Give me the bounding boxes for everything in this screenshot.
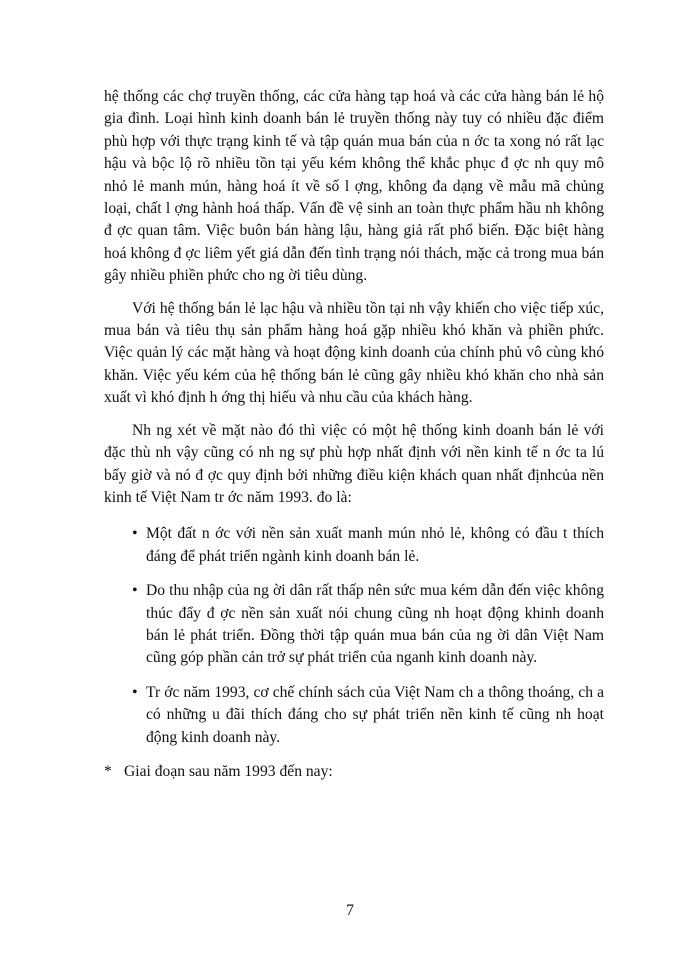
paragraph-1: hệ thống các chợ truyền thống, các cửa hàng tạp hoá và các cửa hàng bán lẻ hộ gia đình. Loại hình kinh doanh bán lẻ truyền thống này tuy có nhiều đặc điểm phù hợp với thực trạng kinh tế và tập quán mua bán của n ớc ta xong nó rất lạc hậu và bộc lộ rõ nhiều tồn tại yếu kém không thể khắc phục đ ợc nh quy mô nhỏ lẻ manh mún, hàng hoá ít về số l ợng, không đa dạng về mẫu mã chủng loại, chất l ợng hành hoá thấp. Vấn đề vệ sinh an toàn thực phẩm hầu nh không đ ợc quan tâm. Việc buôn bán hàng lậu, hàng giả rất phổ biến. Đặc biệt hàng hoá không đ ợc liêm yết giá dẫn đến tình trạng nói thách, mặc cả trong mua bán gây nhiều phiền phức cho ng ời tiêu dùng.	[104, 88, 604, 285]
bullet-text: Do thu nhập của ng ời dân rất thấp nên sức mua kém dẫn đến việc không thúc đẩy đ ợc nền sản xuất nói chung cũng nh hoạt động khinh doanh bán lẻ phát triển. Đồng thời tập quán mua bán của ng ời dân Việt Nam cũng góp phần cản trở sự phát triển của nganh kinh doanh này.	[146, 582, 604, 667]
list-item	[104, 682, 604, 749]
bullet-list	[104, 523, 604, 749]
bullet-icon: •	[132, 525, 138, 543]
section-note-text: Giai đoạn sau năm 1993 đến nay:	[124, 762, 333, 780]
list-item	[104, 580, 604, 670]
page-body	[104, 86, 604, 783]
bullet-text: Một đất n ớc với nền sản xuất manh mún nhỏ lẻ, không có đầu t thích đáng để phát triển ngành kinh doanh bán lẻ.	[146, 525, 604, 565]
paragraph-3: Nh ng xét về mặt nào đó thì việc có một hệ thống kinh doanh bán lẻ với đặc thù nh vậy cũng có nh ng sự phù hợp nhất định với nền kinh tế n ớc ta lú bấy giờ và nó đ ợc quy định bởi những điều kiện khách quan nhất địnhcủa nền kinh tế Việt Nam tr ớc năm 1993. đo là:	[104, 421, 604, 506]
page-number: 7	[346, 902, 354, 919]
section-note	[104, 761, 604, 783]
bullet-icon: •	[132, 582, 138, 600]
asterisk-icon: *	[104, 762, 112, 780]
bullet-text: Tr ớc năm 1993, cơ chế chính sách của Việt Nam ch a thông thoáng, ch a có những u đãi thích đáng cho sự phát triển nền kinh tế cũng nh hoạt động kinh doanh này.	[146, 683, 604, 746]
paragraph-2: Với hệ thống bán lẻ lạc hậu và nhiều tồn tại nh vậy khiến cho việc tiếp xúc, mua bán và tiêu thụ sản phẩm hàng hoá gặp nhiều khó khăn và phiền phức. Việc quản lý các mặt hàng và hoạt động kinh doanh của chính phủ vô cùng khó khăn. Việc yếu kém của hệ thống bán lẻ cũng gây nhiều khó khăn cho nhà sản xuất vì khó định h ớng thị hiếu và nhu cầu của khách hàng.	[104, 299, 604, 407]
bullet-icon: •	[132, 683, 138, 701]
list-item	[104, 523, 604, 568]
